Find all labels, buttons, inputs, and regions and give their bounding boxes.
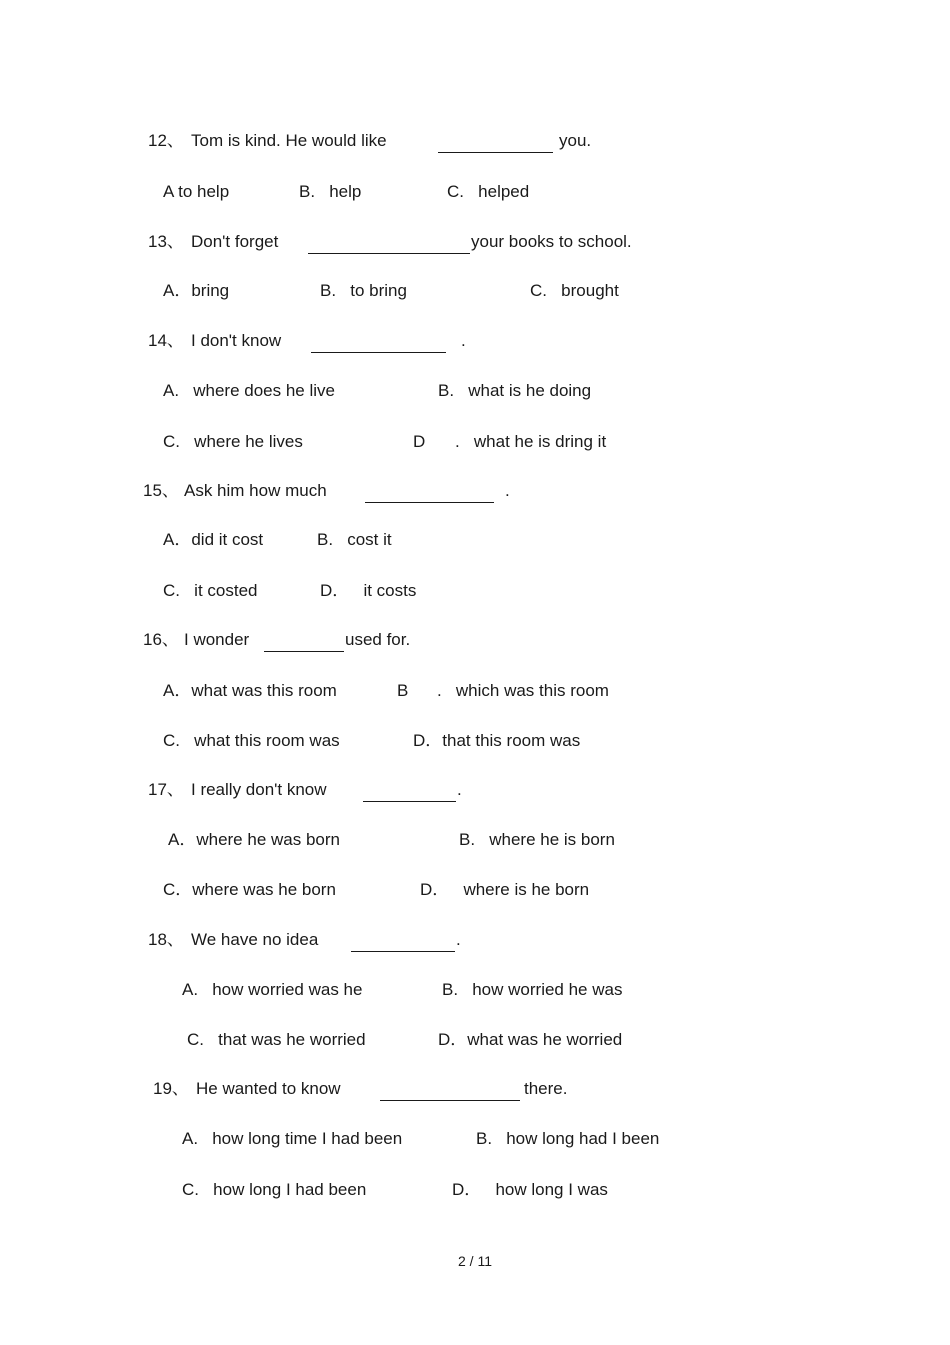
option-c: C. it costed — [163, 581, 258, 600]
option-a: A. where does he live — [163, 381, 335, 400]
answer-blank — [351, 951, 455, 952]
question-stem-end: there. — [524, 1079, 568, 1098]
option-d: D． it costs — [320, 581, 417, 600]
question-stem: Don't forget — [191, 232, 279, 251]
option-b: B. to bring — [320, 281, 407, 300]
option-d: D．what was he worried — [438, 1030, 623, 1049]
question-stem-end: . — [505, 481, 510, 500]
answer-blank — [311, 352, 446, 353]
question-stem-end: . — [456, 930, 461, 949]
question-number: 17、 — [148, 780, 184, 799]
option-b: B. how long had I been — [476, 1129, 660, 1148]
option-b: . which was this room — [437, 681, 609, 700]
option-d-letter: D — [413, 432, 426, 451]
answer-blank — [438, 152, 553, 153]
question-number: 13、 — [148, 232, 184, 251]
question-stem: He wanted to know — [196, 1079, 341, 1098]
option-c: C. where he lives — [163, 432, 303, 451]
option-a: A to help — [163, 182, 230, 201]
question-number: 18、 — [148, 930, 184, 949]
option-a: A. how worried was he — [182, 980, 363, 999]
question-number: 14、 — [148, 331, 184, 350]
question-number: 15、 — [143, 481, 179, 500]
option-b: B. help — [299, 182, 362, 201]
question-stem: I wonder — [184, 630, 250, 649]
question-stem-end: . — [461, 331, 466, 350]
answer-blank — [363, 801, 456, 802]
option-d: D．that this room was — [413, 731, 581, 750]
option-c: C. helped — [447, 182, 530, 201]
page-number: 2 / 11 — [458, 1253, 492, 1269]
option-d: D． how long I was — [452, 1180, 608, 1199]
question-stem: We have no idea — [191, 930, 319, 949]
option-a: A．where he was born — [168, 830, 340, 849]
option-a: A．did it cost — [163, 530, 264, 549]
option-a: A．what was this room — [163, 681, 337, 700]
option-c: C. brought — [530, 281, 619, 300]
option-d: . what he is dring it — [455, 432, 607, 451]
question-stem: I don't know — [191, 331, 282, 350]
question-stem-end: your books to school. — [471, 232, 632, 251]
option-b: B. how worried he was — [442, 980, 623, 999]
question-stem-end: used for. — [345, 630, 411, 649]
option-a: A. how long time I had been — [182, 1129, 403, 1148]
answer-blank — [380, 1100, 520, 1101]
question-number: 12、 — [148, 131, 184, 150]
answer-blank — [264, 651, 344, 652]
option-d: D． where is he born — [420, 880, 590, 899]
option-c: C．where was he born — [163, 880, 336, 899]
option-a: A．bring — [163, 281, 230, 300]
option-c: C. that was he worried — [187, 1030, 366, 1049]
question-stem-end: . — [457, 780, 462, 799]
option-b: B. cost it — [317, 530, 392, 549]
question-stem: Tom is kind. He would like — [191, 131, 387, 150]
option-c: C. how long I had been — [182, 1180, 367, 1199]
answer-blank — [365, 502, 494, 503]
option-b: B. what is he doing — [438, 381, 592, 400]
question-stem: Ask him how much — [184, 481, 327, 500]
question-number: 16、 — [143, 630, 179, 649]
question-stem-end: you. — [559, 131, 592, 150]
option-b-letter: B — [397, 681, 409, 700]
answer-blank — [308, 253, 470, 254]
question-number: 19、 — [153, 1079, 189, 1098]
option-b: B. where he is born — [459, 830, 615, 849]
option-c: C. what this room was — [163, 731, 340, 750]
question-stem: I really don't know — [191, 780, 327, 799]
